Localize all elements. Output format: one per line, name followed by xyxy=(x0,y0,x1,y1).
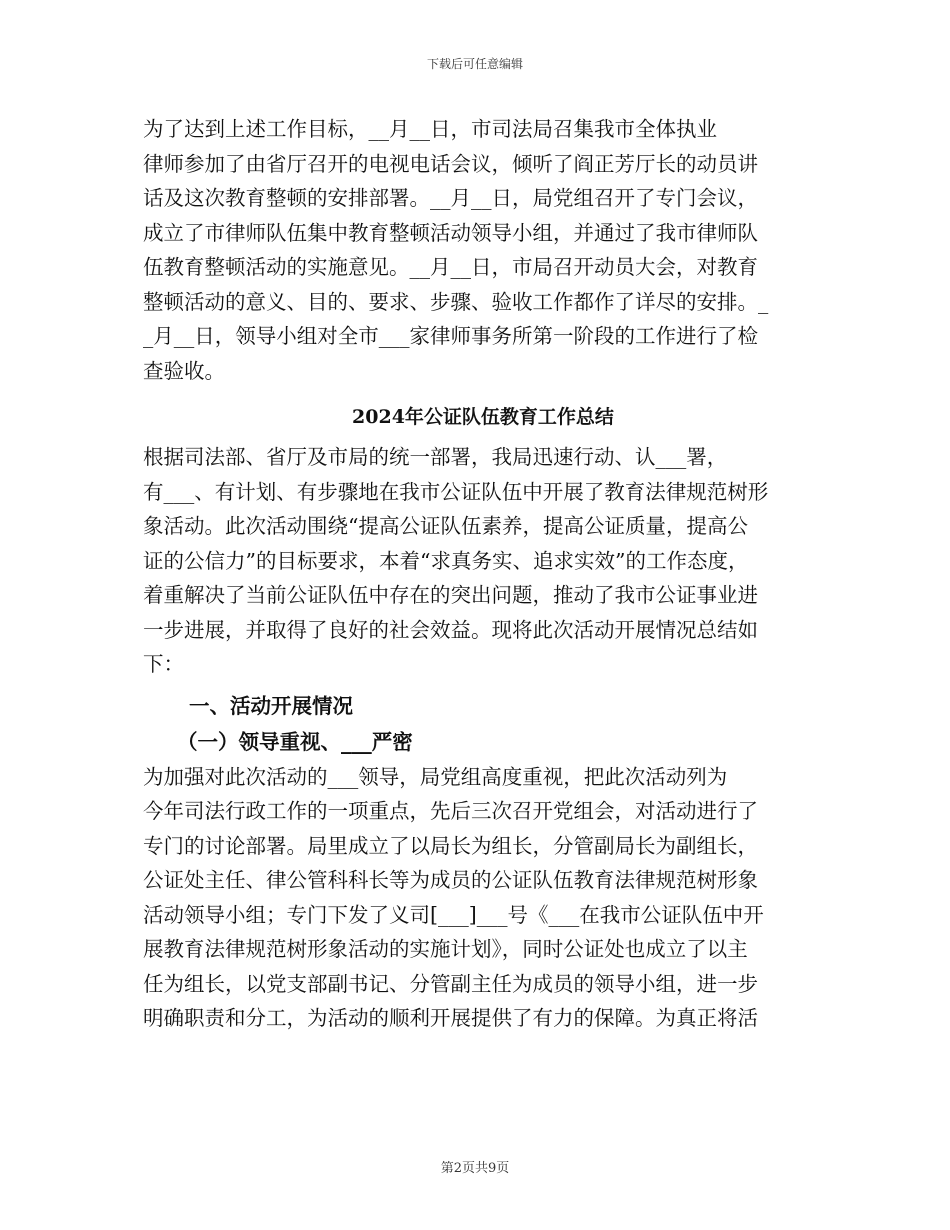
text-line: 成立了市律师队伍集中教育整顿活动领导小组，并通过了我市律师队 xyxy=(143,220,758,245)
text-line: 根据司法部、省厅及市局的统一部署，我局迅速行动、认___署， xyxy=(143,445,728,469)
text-line: 今年司法行政工作的一项重点，先后三次召开党组会，对活动进行了 xyxy=(143,799,758,823)
section-heading: 一、活动开展情况 xyxy=(189,693,353,718)
text-line: 公证处主任、律公管科科长等为成员的公证队伍教育法律规范树形象 xyxy=(143,868,758,892)
text-line: 活动领导小组；专门下发了义司[___]___号《___在我市公证队伍中开 xyxy=(143,902,764,927)
subsection-heading: （一）领导重视、___严密 xyxy=(177,729,413,754)
text-line: 明确职责和分工，为活动的顺利开展提供了有力的保障。为真正将活 xyxy=(143,1006,758,1030)
text-line: 展教育法律规范树形象活动的实施计划》，同时公证处也成立了以主 xyxy=(143,937,748,961)
page-header: 下载后可任意编辑 xyxy=(426,57,523,71)
text-line: 整顿活动的意义、目的、要求、步骤、验收工作都作了详尽的安排。_ xyxy=(143,289,769,314)
document-body xyxy=(143,112,823,1036)
text-line: 查验收。 xyxy=(143,358,225,383)
text-line: 下： xyxy=(143,652,184,676)
text-line: 伍教育整顿活动的实施意见。__月__日，市局召开动员大会，对教育 xyxy=(143,255,758,279)
text-line: 专门的讨论部署。局里成立了以局长为组长，分管副局长为副组长， xyxy=(143,833,758,858)
paragraph-leadership xyxy=(143,760,823,1036)
paragraph-summary xyxy=(143,440,823,682)
text-line: 律师参加了由省厅召开的电视电话会议，倾听了阎正芳厅长的动员讲 xyxy=(143,151,758,176)
page-footer: 第2页共9页 xyxy=(440,1161,510,1176)
document-title: 2024年公证队伍教育工作总结 xyxy=(352,406,614,428)
text-line: 着重解决了当前公证队伍中存在的突出问题，推动了我市公证事业进 xyxy=(143,583,758,607)
text-line: 象活动。此次活动围绕“提高公证队伍素养，提高公证质量，提高公 xyxy=(143,514,748,538)
text-line: _月__日，领导小组对全市___家律师事务所第一阶段的工作进行了检 xyxy=(143,324,758,348)
text-line: 话及这次教育整顿的安排部署。__月__日，局党组召开了专门会议， xyxy=(143,186,758,210)
text-line: 为加强对此次活动的___领导，局党组高度重视，把此次活动列为 xyxy=(143,764,728,789)
text-line: 有___、有计划、有步骤地在我市公证队伍中开展了教育法律规范树形 xyxy=(143,479,769,504)
text-line: 为了达到上述工作目标，__月__日，市司法局召集我市全体执业 xyxy=(143,117,717,141)
text-line: 一步进展，并取得了良好的社会效益。现将此次活动开展情况总结如 xyxy=(143,617,758,642)
paragraph-intro xyxy=(143,112,823,388)
text-line: 证的公信力”的目标要求，本着“求真务实、追求实效”的工作态度， xyxy=(143,548,749,573)
text-line: 任为组长，以党支部副书记、分管副主任为成员的领导小组，进一步 xyxy=(143,971,758,996)
